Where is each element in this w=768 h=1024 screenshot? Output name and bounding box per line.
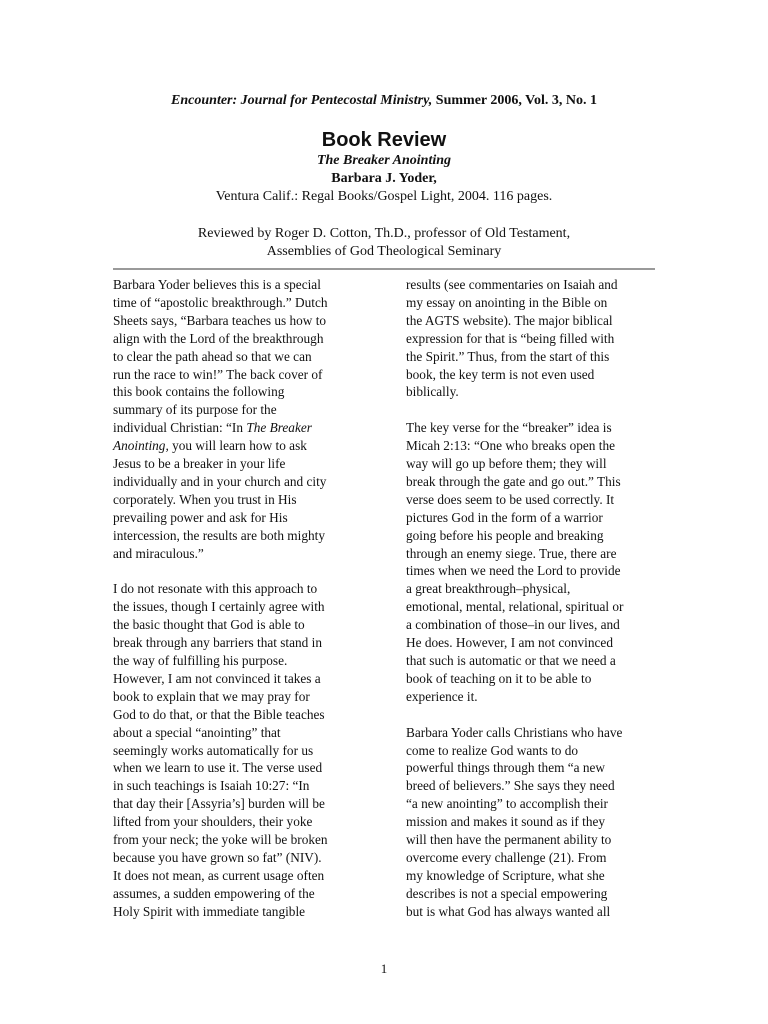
text-line: corporately. When you trust in His xyxy=(113,491,297,507)
book-title: The Breaker Anointing xyxy=(316,153,452,168)
book-title-inline: The Breaker xyxy=(246,420,312,436)
text-line: about a special “anointing” that xyxy=(113,724,281,740)
divider xyxy=(113,268,655,270)
text-line: a great breakthrough–physical, xyxy=(406,581,571,597)
text-line: assumes, a sudden empowering of the xyxy=(113,885,315,901)
text-line: run the race to win!” The back cover of xyxy=(113,366,323,382)
text-line: He does. However, I am not convinced xyxy=(406,635,613,651)
text-line: the basic thought that God is able to xyxy=(113,617,305,633)
text-line xyxy=(113,437,363,455)
text-line: powerful things through them “a new xyxy=(406,760,606,776)
text-line: It does not mean, as current usage often xyxy=(113,867,325,883)
paragraph xyxy=(113,276,363,563)
text-line: results (see commentaries on Isaiah and xyxy=(406,277,618,292)
paragraph xyxy=(406,419,656,706)
reviewer-info xyxy=(0,225,768,261)
text-line: God to do that, or that the Bible teaches xyxy=(113,706,325,722)
text-line: breed of believers.” She says they need xyxy=(406,778,615,794)
journal-name: Encounter: Journal for Pentecostal Ministry, xyxy=(171,93,433,108)
text-line: in such teachings is Isaiah 10:27: “In xyxy=(113,778,310,794)
text-line: that such is automatic or that we need a xyxy=(406,653,616,669)
text-run: individual Christian: “In xyxy=(113,420,247,436)
journal-citation xyxy=(0,93,768,109)
text-line: book to explain that we may pray for xyxy=(113,688,310,704)
text-line: Barbara Yoder believes this is a special xyxy=(113,277,321,292)
text-line: lifted from your shoulders, their yoke xyxy=(113,814,313,830)
text-line: individually and in your church and city xyxy=(113,473,327,489)
text-line: this book contains the following xyxy=(113,384,285,400)
page-number: 1 xyxy=(380,961,388,976)
text-line: a combination of those–in our lives, and xyxy=(406,617,620,633)
text-line: book, the key term is not even used xyxy=(406,366,595,382)
text-line: break through the gate and go out.” This xyxy=(406,473,621,489)
text-line: Sheets says, “Barbara teaches us how to xyxy=(113,312,327,328)
text-line: times when we need the Lord to provide xyxy=(406,563,621,579)
text-line xyxy=(113,419,363,437)
text-line: prevailing power and ask for His xyxy=(113,509,288,525)
text-line: the issues, though I certainly agree with xyxy=(113,599,325,615)
text-line: “a new anointing” to accomplish their xyxy=(406,796,608,812)
text-line: to clear the path ahead so that we can xyxy=(113,348,312,364)
text-line: through an enemy siege. True, there are xyxy=(406,545,617,561)
text-line: that day their [Assyria’s] burden will be xyxy=(113,796,325,812)
text-line: way will go up before them; they will xyxy=(406,456,607,472)
text-line: pictures God in the form of a warrior xyxy=(406,509,603,525)
paragraph xyxy=(406,724,656,921)
text-line: the AGTS website). The major biblical xyxy=(406,312,613,328)
text-line: biblically. xyxy=(406,384,459,400)
text-line: Barbara Yoder calls Christians who have xyxy=(406,724,623,740)
text-line: and miraculous.” xyxy=(113,545,204,561)
text-line: overcome every challenge (21). From xyxy=(406,849,607,865)
text-line: Micah 2:13: “One who breaks open the xyxy=(406,438,615,454)
text-line: emotional, mental, relational, spiritual or xyxy=(406,599,624,615)
text-line: my knowledge of Scripture, what she xyxy=(406,867,605,883)
text-line: going before his people and breaking xyxy=(406,527,604,543)
text-line: but is what God has always wanted all xyxy=(406,903,611,919)
book-author: Barbara J. Yoder, xyxy=(331,171,437,186)
right-column xyxy=(406,276,656,938)
text-line: book of teaching on it to be able to xyxy=(406,670,592,686)
paragraph xyxy=(406,276,656,401)
text-line: because you have grown so fat” (NIV). xyxy=(113,849,322,865)
text-line: my essay on anointing in the Bible on xyxy=(406,294,608,310)
text-line: experience it. xyxy=(406,688,478,704)
text-line: seemingly works automatically for us xyxy=(113,742,314,758)
page-title: Book Review xyxy=(321,129,447,151)
text-line: time of “apostolic breakthrough.” Dutch xyxy=(113,294,328,310)
text-line: I do not resonate with this approach to xyxy=(113,581,318,597)
text-line: from your neck; the yoke will be broken xyxy=(113,832,328,848)
text-line: describes is not a special empowering xyxy=(406,885,608,901)
reviewer-line: Reviewed by Roger D. Cotton, Th.D., professor of Old Testament, xyxy=(197,226,571,241)
text-line: come to realize God wants to do xyxy=(406,742,579,758)
journal-issue: Summer 2006, Vol. 3, No. 1 xyxy=(435,93,597,108)
book-title-inline: Anointing, xyxy=(113,438,169,454)
paragraph xyxy=(113,580,363,920)
text-line: mission and makes it sound as if they xyxy=(406,814,606,830)
text-line: Holy Spirit with immediate tangible xyxy=(113,903,306,919)
text-line: verse does seem to be used correctly. It xyxy=(406,491,615,507)
text-line: the Spirit.” Thus, from the start of this xyxy=(406,348,610,364)
text-run: you will learn how to ask xyxy=(168,438,307,454)
text-line: when we learn to use it. The verse used xyxy=(113,760,323,776)
text-line: The key verse for the “breaker” idea is xyxy=(406,420,612,436)
text-line: Jesus to be a breaker in your life xyxy=(113,456,286,472)
text-line: However, I am not convinced it takes a xyxy=(113,670,321,686)
text-line: summary of its purpose for the xyxy=(113,402,277,418)
publication-info: Ventura Calif.: Regal Books/Gospel Light, 2004. 116 pages. xyxy=(215,189,553,204)
text-line: expression for that is “being filled with xyxy=(406,330,615,346)
left-column xyxy=(113,276,363,939)
text-line: the way of fulfilling his purpose. xyxy=(113,653,288,669)
text-line: align with the Lord of the breakthrough xyxy=(113,330,324,346)
text-line: intercession, the results are both mighty xyxy=(113,527,325,543)
text-line: will then have the permanent ability to xyxy=(406,832,612,848)
reviewer-affiliation: Assemblies of God Theological Seminary xyxy=(266,244,502,259)
text-line: break through any barriers that stand in xyxy=(113,635,322,651)
